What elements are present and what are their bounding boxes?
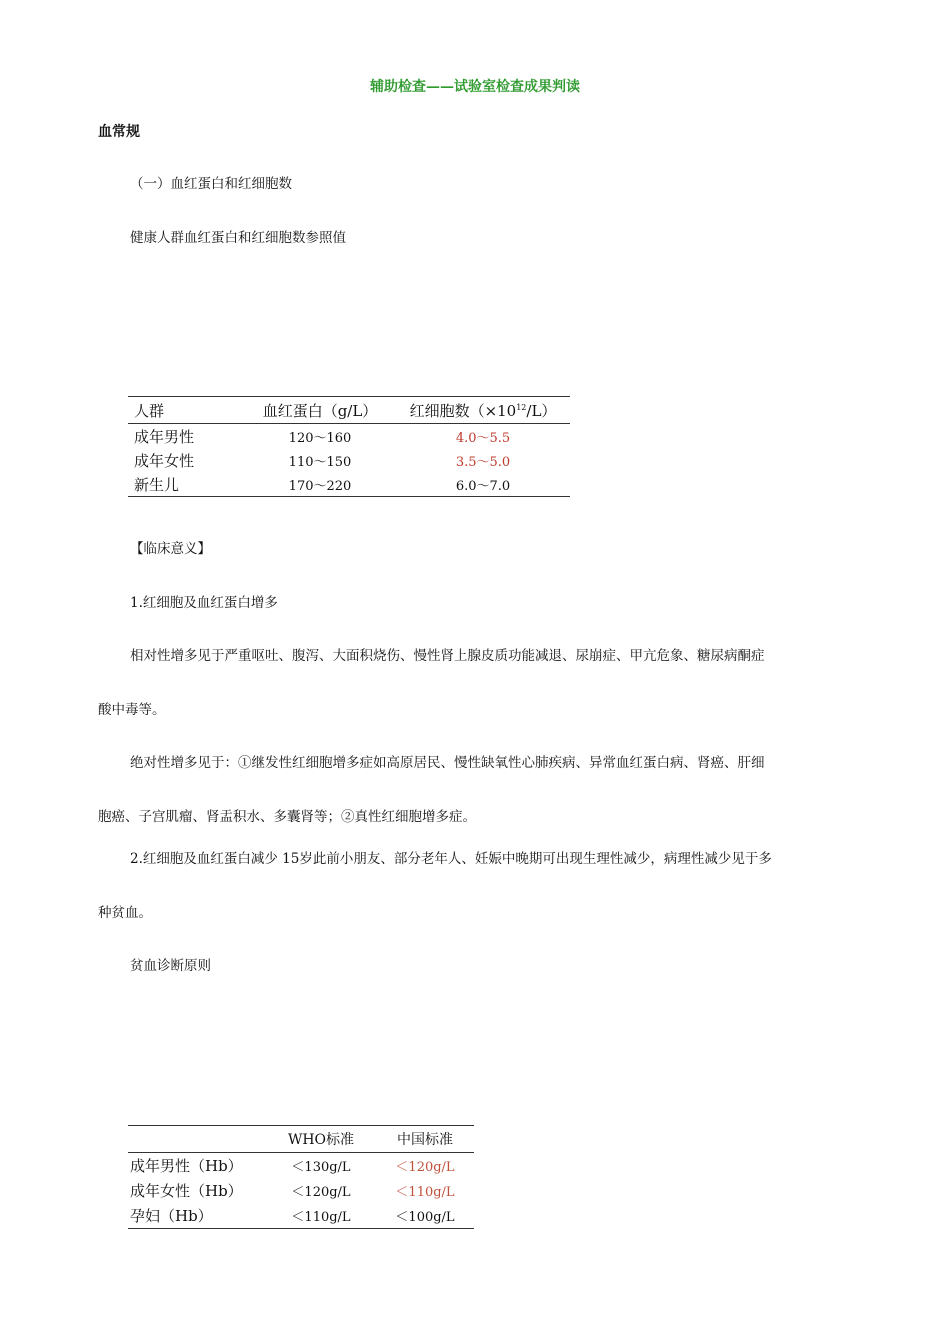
- subsection-heading: （一）血红蛋白和红细胞数: [130, 176, 292, 192]
- table-row: [128, 1178, 474, 1203]
- table2-caption: 贫血诊断原则: [130, 958, 211, 974]
- header-hemoglobin: 血红蛋白（g/L）: [244, 397, 396, 424]
- row-hemoglobin: 170～220: [288, 478, 352, 494]
- item1-paragraph1-line1: 相对性增多见于严重呕吐、腹泻、大面积烧伤、慢性肾上腺皮质功能减退、尿崩症、甲亢危象、糖尿病酮症: [130, 648, 765, 664]
- reference-values-table: [128, 396, 570, 497]
- item1-paragraph2-line2: 胞癌、子宫肌瘤、肾盂积水、多囊肾等；②真性红细胞增多症。: [98, 809, 476, 825]
- header-china: 中国标准: [376, 1126, 474, 1153]
- row-rbc: 6.0～7.0: [455, 478, 511, 494]
- header-rbc-prefix: 红细胞数（×10: [409, 401, 517, 420]
- row-who-value: ＜120g/L: [291, 1185, 351, 1200]
- header-rbc-exponent: 12: [516, 402, 527, 412]
- item1-title: 1.红细胞及血红蛋白增多: [130, 595, 278, 611]
- row-hemoglobin: 110～150: [288, 454, 352, 470]
- anemia-criteria-table: [128, 1125, 474, 1229]
- header-rbc-suffix: /L）: [526, 401, 557, 420]
- row-population: 新生儿: [134, 475, 180, 494]
- table-row: [128, 424, 570, 449]
- row-rbc: 3.5～5.0: [455, 454, 511, 470]
- table-row: [128, 1203, 474, 1229]
- table-header-row: [128, 397, 570, 424]
- row-group: 成年男性（Hb）: [130, 1157, 243, 1175]
- table1-caption: 健康人群血红蛋白和红细胞数参照值: [130, 230, 346, 246]
- table-row: [128, 1153, 474, 1179]
- row-group: 成年女性（Hb）: [130, 1182, 243, 1200]
- row-hemoglobin: 120～160: [288, 430, 352, 446]
- row-china-value: ＜120g/L: [395, 1160, 455, 1175]
- header-empty: [128, 1126, 266, 1153]
- table-header-row: [128, 1126, 474, 1153]
- row-who-value: ＜130g/L: [291, 1160, 351, 1175]
- row-population: 成年女性: [134, 451, 195, 470]
- row-china-value: ＜100g/L: [395, 1210, 455, 1225]
- item2-line1: 2.红细胞及血红蛋白减少 15岁此前小朋友、部分老年人、妊娠中晚期可出现生理性减少，病理性减少见于多: [130, 851, 772, 867]
- header-rbc: [396, 397, 570, 424]
- row-china-value: ＜110g/L: [395, 1185, 455, 1200]
- header-population: 人群: [128, 397, 244, 424]
- row-who-value: ＜110g/L: [291, 1210, 351, 1225]
- row-population: 成年男性: [134, 427, 195, 446]
- table-row: [128, 448, 570, 472]
- section-heading: 血常规: [98, 124, 140, 140]
- item1-paragraph1-line2: 酸中毒等。: [98, 702, 166, 718]
- row-group: 孕妇（Hb）: [130, 1207, 213, 1225]
- item2-line2: 种贫血。: [98, 905, 152, 921]
- header-who: WHO标准: [266, 1126, 376, 1153]
- clinical-heading: 【临床意义】: [130, 541, 211, 557]
- table-row: [128, 472, 570, 497]
- row-rbc: 4.0～5.5: [455, 430, 511, 446]
- item1-paragraph2-line1: 绝对性增多见于：①继发性红细胞增多症如高原居民、慢性缺氧性心肺疾病、异常血红蛋白病、肾癌、肝细: [130, 755, 765, 771]
- page-title: 辅助检查——试验室检查成果判读: [370, 79, 580, 95]
